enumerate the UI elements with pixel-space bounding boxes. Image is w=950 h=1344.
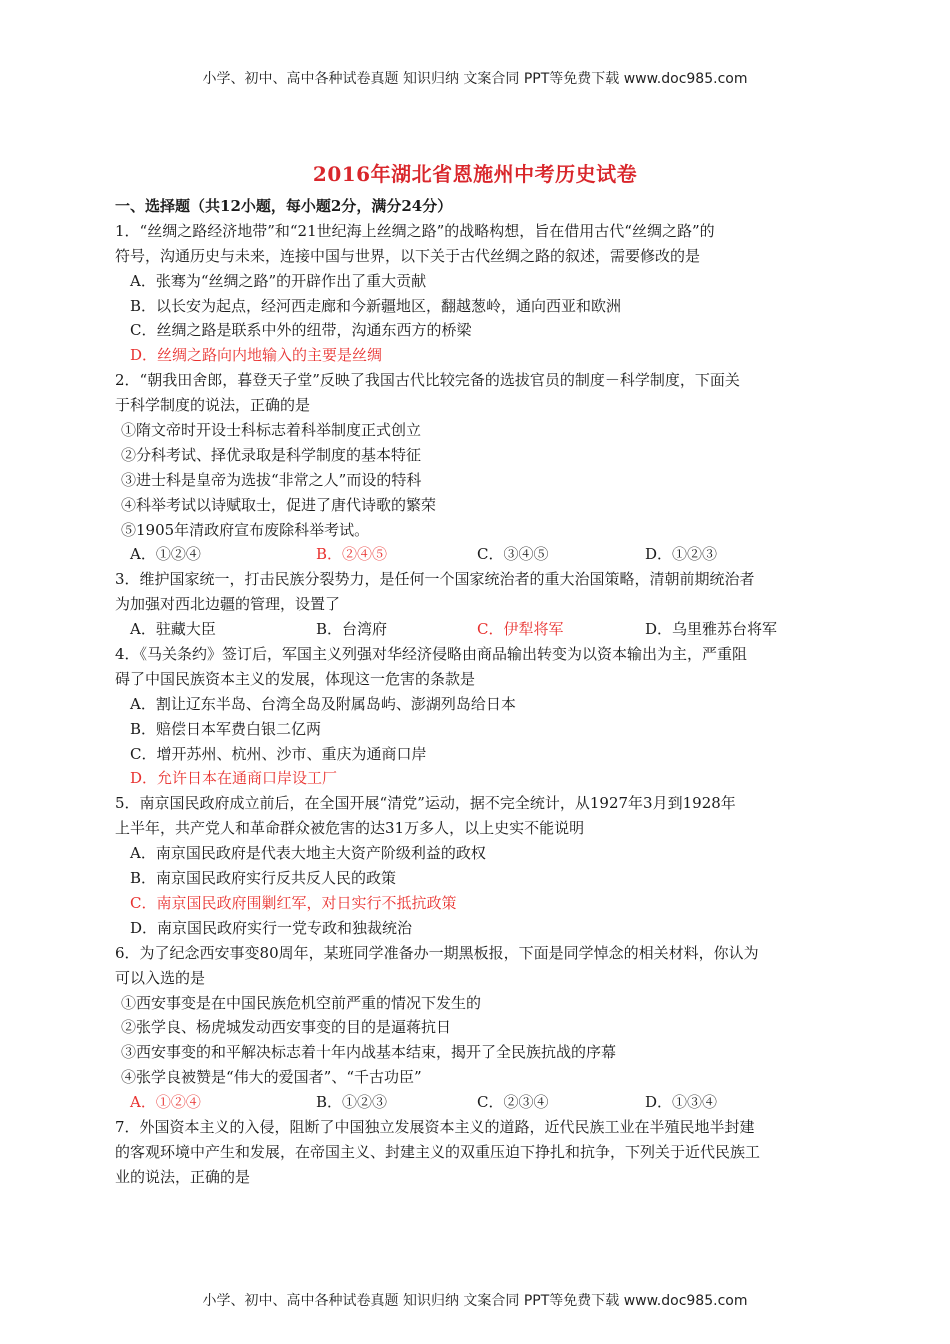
question-1-option-a: A．张骞为“丝绸之路”的开辟作出了重大贡献 — [130, 271, 427, 290]
exam-content — [115, 194, 835, 1190]
question-5-line-2: 上半年，共产党人和革命群众被危害的达31万多人，以上史实不能说明 — [115, 819, 585, 838]
page-title: 2016年湖北省恩施州中考历史试卷 — [312, 162, 638, 186]
question-2-statement-4: ④科举考试以诗赋取士，促进了唐代诗歌的繁荣 — [121, 495, 437, 514]
question-6-line-2: 可以入选的是 — [115, 968, 206, 987]
question-2-statement-3: ③进士科是皇帝为选拔“非常之人”而设的特科 — [121, 470, 422, 489]
question-4-option-d-answer: D．允许日本在通商口岸设工厂 — [130, 769, 338, 788]
question-5-line-1: 5．南京国民政府成立前后，在全国开展“清党”运动，据不完全统计，从1927年3月到1928年 — [115, 794, 736, 813]
question-5-option-b: B．南京国民政府实行反共反人民的政策 — [130, 869, 397, 888]
question-1-line-1: 1．“丝绸之路经济地带”和“21世纪海上丝绸之路”的战略构想，旨在借用古代“丝绸之路”的 — [115, 221, 715, 240]
question-7-line-2: 的客观环境中产生和发展，在帝国主义、封建主义的双重压迫下挣扎和抗争，下列关于近代民族工 — [115, 1142, 761, 1161]
question-5-option-a: A．南京国民政府是代表大地主大资产阶级利益的政权 — [130, 844, 486, 863]
question-6-options — [115, 1090, 835, 1115]
question-2-option-c: C．③④⑤ — [477, 545, 549, 564]
question-6-statement-4: ④张学良被赞是“伟大的爱国者”、“千古功臣” — [121, 1068, 422, 1087]
section-heading: 一、选择题（共12小题，每小题2分，满分24分） — [115, 197, 453, 215]
question-4-option-c: C．增开苏州、杭州、沙市、重庆为通商口岸 — [130, 744, 427, 763]
question-6-option-c: C．②③④ — [477, 1093, 549, 1112]
question-2-statement-1: ①隋文帝时开设士科标志着科举制度正式创立 — [121, 421, 422, 440]
question-2-option-d: D．①②③ — [645, 545, 718, 564]
question-7-line-1: 7．外国资本主义的入侵，阻断了中国独立发展资本主义的道路，近代民族工业在半殖民地半封建 — [115, 1117, 755, 1136]
question-3-option-a: A．驻藏大臣 — [130, 620, 216, 639]
question-1-option-c: C．丝绸之路是联系中外的纽带，沟通东西方的桥梁 — [130, 321, 472, 340]
question-4-line-2: 碍了中国民族资本主义的发展，体现这一危害的条款是 — [115, 669, 476, 688]
question-5-option-d: D．南京国民政府实行一党专政和独裁统治 — [130, 918, 413, 937]
question-4-option-a: A．割让辽东半岛、台湾全岛及附属岛屿、澎湖列岛给日本 — [130, 694, 516, 713]
question-4-option-b: B．赔偿日本军费白银二亿两 — [130, 719, 322, 738]
question-6-option-a-answer: A．①②④ — [130, 1093, 201, 1112]
header-banner: 小学、初中、高中各种试卷真题 知识归纳 文案合同 PPT等免费下载 www.doc985.com — [202, 71, 748, 87]
question-2-line-1: 2．“朝我田舍郎，暮登天子堂”反映了我国古代比较完备的选拔官员的制度－科学制度，下面关 — [115, 371, 740, 390]
question-2-statement-5: ⑤1905年清政府宣布废除科举考试。 — [121, 520, 370, 539]
question-6-option-b: B．①②③ — [316, 1093, 388, 1112]
footer-banner: 小学、初中、高中各种试卷真题 知识归纳 文案合同 PPT等免费下载 www.doc985.com — [202, 1293, 748, 1309]
question-2-options — [115, 542, 835, 567]
question-2-option-a: A．①②④ — [130, 545, 201, 564]
question-1-option-b: B．以长安为起点，经河西走廊和今新疆地区，翻越葱岭，通向西亚和欧洲 — [130, 296, 622, 315]
question-4-line-1: 4．《马关条约》签订后，军国主义列强对华经济侵略由商品输出转变为以资本输出为主，严重阻 — [115, 645, 748, 664]
question-3-option-c-answer: C．伊犁将军 — [477, 620, 564, 639]
question-3-option-b: B．台湾府 — [316, 620, 388, 639]
question-6-option-d: D．①③④ — [645, 1093, 718, 1112]
question-6-line-1: 6．为了纪念西安事变80周年，某班同学准备办一期黑板报，下面是同学悼念的相关材料，你认为 — [115, 943, 759, 962]
question-5-option-c-answer: C．南京国民政府围剿红军，对日实行不抵抗政策 — [130, 893, 457, 912]
question-6-statement-1: ①西安事变是在中国民族危机空前严重的情况下发生的 — [121, 993, 482, 1012]
question-2-statement-2: ②分科考试、择优录取是科学制度的基本特征 — [121, 445, 422, 464]
question-7-line-3: 业的说法，正确的是 — [115, 1167, 251, 1186]
question-1-line-2: 符号，沟通历史与未来，连接中国与世界，以下关于古代丝绸之路的叙述，需要修改的是 — [115, 246, 701, 265]
question-3-options — [115, 617, 835, 642]
question-6-statement-2: ②张学良、杨虎城发动西安事变的目的是逼蒋抗日 — [121, 1018, 452, 1037]
question-2-option-b-answer: B．②④⑤ — [316, 545, 388, 564]
question-3-line-2: 为加强对西北边疆的管理，设置了 — [115, 595, 341, 614]
question-1-option-d-answer: D．丝绸之路向内地输入的主要是丝绸 — [130, 346, 383, 365]
question-6-statement-3: ③西安事变的和平解决标志着十年内战基本结束，揭开了全民族抗战的序幕 — [121, 1043, 617, 1062]
question-2-line-2: 于科学制度的说法，正确的是 — [115, 396, 311, 415]
question-3-option-d: D．乌里雅苏台将军 — [645, 620, 778, 639]
question-3-line-1: 3．维护国家统一，打击民族分裂势力，是任何一个国家统治者的重大治国策略，清朝前期统治者 — [115, 570, 755, 589]
